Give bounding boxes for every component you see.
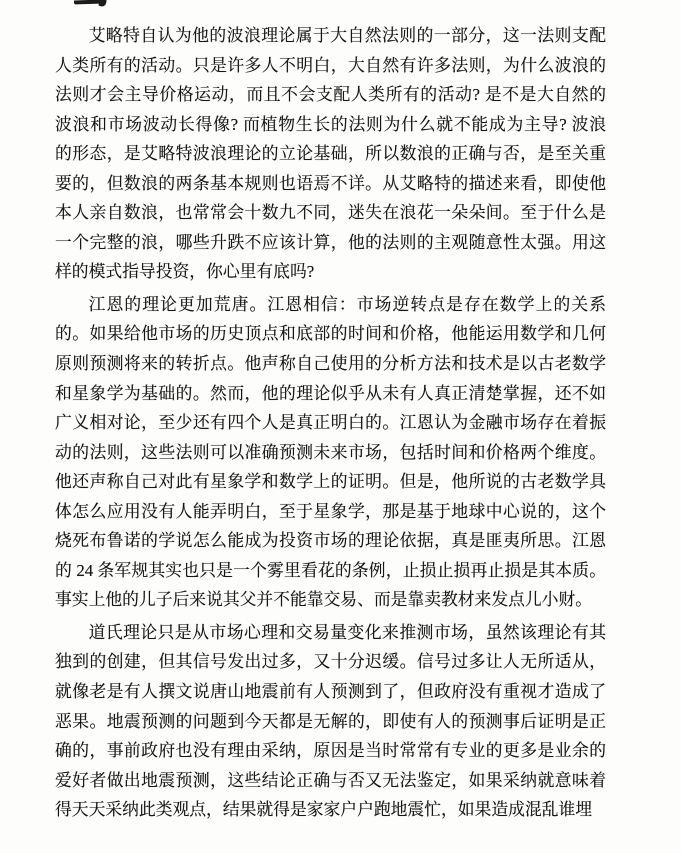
text-line: 事实上他的儿子后来说其父并不能靠交易、而是靠卖教材来发点儿小财。 — [55, 590, 593, 610]
text-line: 独到的创建，但其信号发出过多，又十分迟缓。信号过多让人无所适从， — [55, 652, 606, 672]
text-line: 波浪和市场波动长得像? 而植物生长的法则为什么就不能成为主导? 波浪 — [55, 114, 606, 134]
text-line: 确的，事前政府也没有理由采纳，原因是当时常常有专业的更多是业余的 — [55, 741, 606, 761]
text-line: 和星象学为基础的。然而，他的理论似乎从未有人真正清楚掌握，还不如 — [55, 383, 606, 403]
text-line: 本人亲自数浪，也常常会十数九不同，迷失在浪花一朵朵间。至于什么是 — [55, 203, 606, 223]
text-line: 道氏理论只是从市场心理和交易量变化来推测市场，虽然该理论有其 — [88, 622, 606, 642]
text-line: 他还声称自己对此有星象学和数学上的证明。但是，他所说的古老数学具 — [55, 472, 606, 492]
text-line: 爱好者做出地震预测，这些结论正确与否又无法鉴定，如果采纳就意味着 — [55, 770, 606, 790]
text-line: 法则才会主导价格运动，而且不会支配人类所有的活动? 是不是大自然的 — [55, 85, 606, 105]
text-line: 的 24 条军规其实也只是一个雾里看花的条例，止损止损再止损是其本质。 — [55, 560, 606, 580]
text-line: 样的模式指导投资，你心里有底吗? — [55, 262, 315, 282]
text-line: 恶果。地震预测的问题到今天都是无解的，即使有人的预测事后证明是正 — [55, 711, 606, 731]
text-line: 的。如果给他市场的历史顶点和底部的时间和价格，他能运用数学和几何 — [55, 324, 606, 344]
paragraph — [55, 618, 606, 825]
text-line: 原则预测将来的转折点。他声称自己使用的分析方法和技术是以古老数学 — [55, 354, 606, 374]
text-line: 烧死布鲁诺的学说怎么能成为投资市场的理论依据，真是匪夷所思。江恩 — [55, 531, 606, 551]
text-line: 得天天采纳此类观点，结果就得是家家户户跑地震忙，如果造成混乱谁埋 — [55, 800, 593, 820]
text-line: 的形态，是艾略特波浪理论的立论基础，所以数浪的正确与否，是至关重 — [55, 144, 606, 164]
torn-text-artifact-icon — [74, 0, 102, 4]
text-line: 要的，但数浪的两条基本规则也语焉不详。从艾略特的描述来看，即使他 — [55, 173, 606, 193]
text-line: 就像老是有人撰文说唐山地震前有人预测到了，但政府没有重视才造成了 — [55, 682, 606, 702]
text-line: 艾略特自认为他的波浪理论属于大自然法则的一部分，这一法则支配 — [88, 26, 606, 45]
text-line: 体怎么应用没有人能弄明白，至于星象学，那是基于地球中心说的，这个 — [55, 501, 606, 521]
text-line: 一个完整的浪，哪些升跌不应该计算，他的法则的主观随意性太强。用这 — [55, 232, 606, 252]
text-line: 动的法则，这些法则可以准确预测未来市场，包括时间和价格两个维度。 — [55, 442, 606, 462]
document-body — [55, 21, 606, 825]
text-line: 江恩的理论更加荒唐。江恩相信：市场逆转点是存在数学上的关系 — [88, 294, 606, 314]
text-line: 人类所有的活动。只是许多人不明白，大自然有许多法则，为什么波浪的 — [55, 55, 606, 75]
text-line: 广义相对论，至少还有四个人是真正明白的。江恩认为金融市场存在着振 — [55, 413, 606, 433]
paragraph — [55, 290, 606, 615]
paragraph — [55, 21, 606, 287]
